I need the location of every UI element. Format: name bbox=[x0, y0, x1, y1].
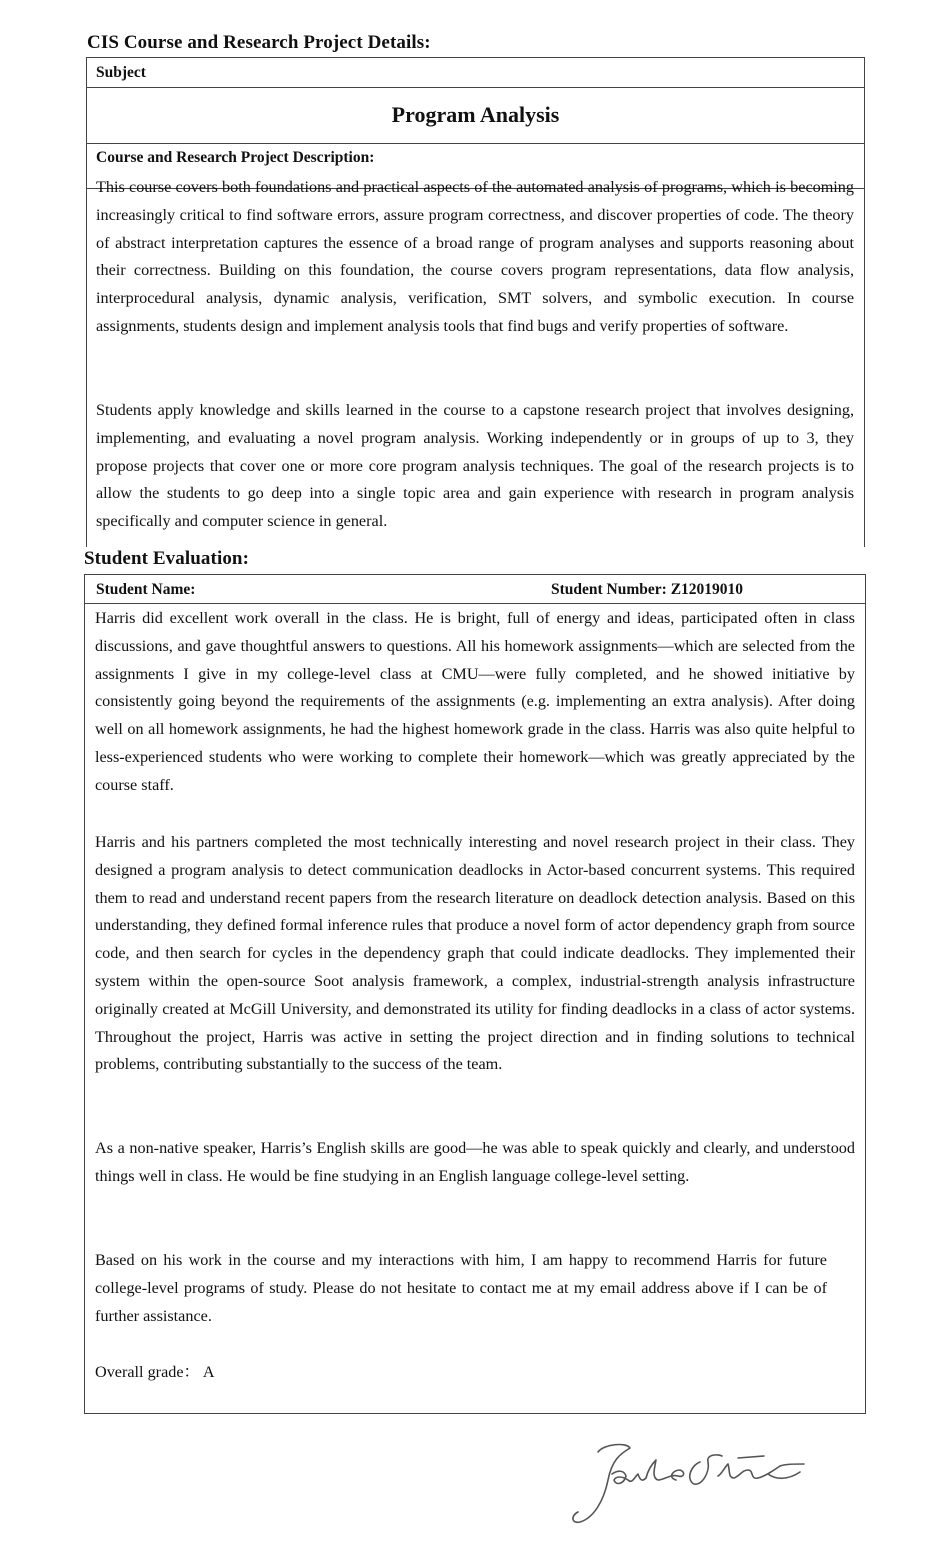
overall-grade: Overall grade： A bbox=[95, 1363, 215, 1381]
evaluation-paragraph: Harris and his partners completed the most technically interesting and novel research project in their class. They designed a program analysis to detect communication deadlocks in Actor-based concurrent systems. This required them to read and understand recent papers from the research literature on deadlock detection analysis. Based on this understanding, they defined formal inference rules that produce a novel form of actor dependency graph from source code, and then search for cycles in the dependency graph that could indicate deadlocks. They implemented their system within the open-source Soot analysis framework, a complex, industrial-strength analysis infrastructure originally created at McGill University, and demonstrated its utility for finding deadlocks in a class of actor systems. Throughout the project, Harris was active in setting the project direction and in finding solutions to technical problems, contributing substantially to the success of the team. bbox=[95, 833, 855, 1074]
divider bbox=[86, 143, 865, 144]
evaluation-paragraph: As a non-native speaker, Harris’s English skills are good—he was able to speak quickly and clearly, and understood things well in class. He would be fine studying in an English language college-level setting. bbox=[95, 1139, 855, 1185]
course-description-paragraph: This course covers both foundations and practical aspects of the automated analysis of programs, which is becoming increasingly critical to find software errors, assure program correctness, and discover properties of code. The theory of abstract interpretation captures the essence of a broad range of program analyses and supports reasoning about their correctness. Building on this foundation, the course covers program representations, data flow analysis, interprocedural analysis, dynamic analysis, verification, SMT solvers, and symbolic execution. In course assignments, students design and implement analysis tools that find bugs and verify properties of software. bbox=[96, 178, 854, 335]
course-description-paragraph: Students apply knowledge and skills learned in the course to a capstone research project that involves designing, implementing, and evaluating a novel program analysis. Working independently or in groups of up to 3, they propose projects that cover one or more core program analysis techniques. The goal of the research projects is to allow the students to go deep into a single topic area and gain experience with research in program analysis specifically and computer science in general. bbox=[96, 401, 854, 531]
subject-label: Subject bbox=[96, 64, 146, 81]
signature bbox=[568, 1440, 828, 1530]
subject-value: Program Analysis bbox=[391, 102, 560, 127]
divider bbox=[84, 603, 866, 604]
description-label: Course and Research Project Description: bbox=[96, 149, 375, 166]
student-name-label: Student Name: bbox=[96, 581, 196, 598]
evaluation-paragraph: Based on his work in the course and my interactions with him, I am happy to recommend Harris for future college-level programs of study. Please do not hesitate to contact me at my email address above if I can be of further assistance. bbox=[95, 1251, 827, 1325]
divider bbox=[86, 87, 865, 88]
evaluation-paragraph: Harris did excellent work overall in the class. He is bright, full of energy and ideas, participated often in class discussions, and gave thoughtful answers to questions. All his homework assignments—which are selected from the assignments I give in my college-level class at CMU—were fully completed, and he showed initiative by consistently going beyond the requirements of the assignments (e.g. implementing an extra analysis). After doing well on all homework assignments, he had the highest homework grade in the class. Harris was also quite helpful to less-experienced students who were working to complete their homework—which was greatly appreciated by the course staff. bbox=[95, 609, 855, 794]
course-details-heading: CIS Course and Research Project Details: bbox=[87, 32, 431, 53]
student-number-label: Student Number: Z12019010 bbox=[551, 581, 744, 598]
student-evaluation-heading: Student Evaluation: bbox=[84, 548, 250, 569]
